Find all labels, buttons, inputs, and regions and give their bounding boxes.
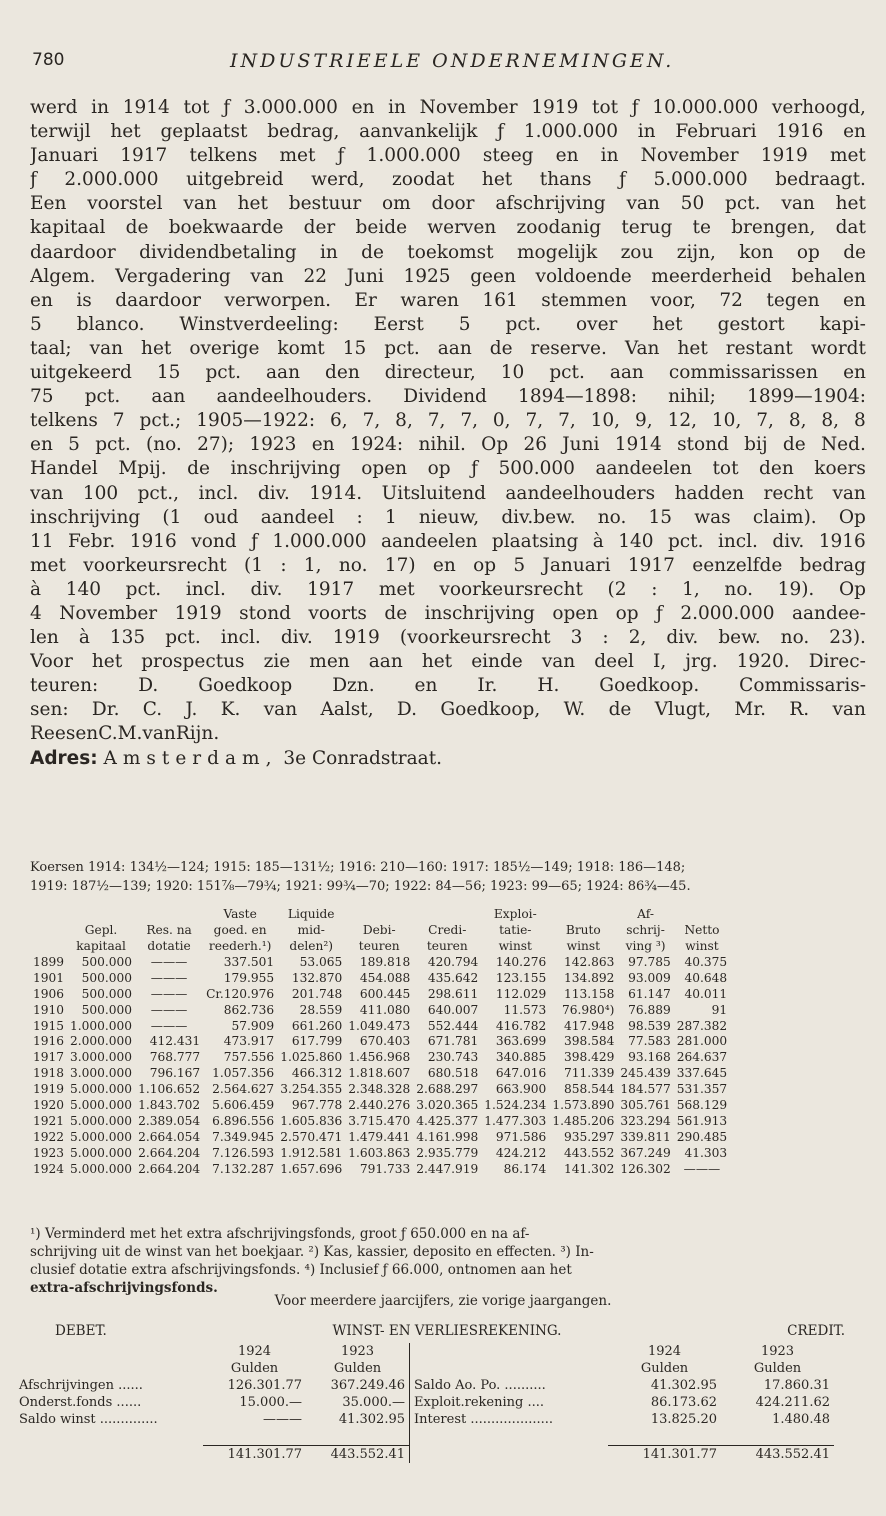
paragraph-line: 5 blanco. Winstverdeeling: Eerst 5 pct. over het gestort kapi- <box>30 313 866 335</box>
table-row <box>30 1081 730 1097</box>
table-cell: 1.524.234 <box>484 1097 547 1112</box>
table-cell: 561.913 <box>676 1113 728 1128</box>
table-cell: 5.000.000 <box>70 1161 133 1176</box>
wv-cell: 15.000.— <box>239 1395 302 1410</box>
winst-verlies-section <box>15 1323 865 1463</box>
table-cell: 140.276 <box>495 954 547 969</box>
table-cell: 340.885 <box>495 1050 547 1065</box>
wv-cell: 1.480.48 <box>772 1412 830 1427</box>
table-cell: 367.249 <box>620 1145 671 1160</box>
paragraph-line: 4 November 1919 stond voorts de inschrijving open op ƒ 2.000.000 aandee- <box>30 602 866 624</box>
table-cell: 600.445 <box>359 986 411 1001</box>
table-cell: 1918 <box>33 1066 65 1081</box>
table-cell: 862.736 <box>223 1002 275 1017</box>
table-header-row <box>30 906 730 922</box>
wv-cell: 86.173.62 <box>650 1395 717 1410</box>
paragraph-line: ƒ 2.000.000 uitgebreid werd, zoodat het thans ƒ 5.000.000 bedraagt. <box>30 169 866 191</box>
table-cell: 126.302 <box>620 1161 671 1176</box>
table-header-cell <box>135 906 203 922</box>
table-header-cell: teuren <box>426 939 468 953</box>
footnotes <box>30 1225 866 1297</box>
table-header-cell: Netto <box>684 923 720 937</box>
table-cell: 443.552 <box>563 1145 615 1160</box>
table-header-cell <box>345 906 413 922</box>
table-cell: 189.818 <box>359 954 411 969</box>
wv-row <box>15 1394 834 1411</box>
table-row <box>30 970 730 986</box>
table-row <box>30 1113 730 1129</box>
table-cell: 339.811 <box>620 1129 671 1144</box>
table-cell: 500.000 <box>81 970 133 985</box>
table-cell: 1.025.860 <box>280 1050 343 1065</box>
wv-cell: Saldo Ao. Po. .......... <box>410 1377 609 1394</box>
wv-cell: 424.211.62 <box>755 1395 830 1410</box>
paragraph-line: Handel Mpij. de inschrijving open op ƒ 500.000 aandeelen tot den koers <box>30 458 866 480</box>
paragraph-line: sen: Dr. C. J. K. van Aalst, D. Goedkoop, W. de Vlugt, Mr. R. van <box>30 699 866 721</box>
table-cell: 184.577 <box>620 1082 671 1097</box>
table-cell: 3.000.000 <box>70 1066 133 1081</box>
koersen-line: 1919: 187½—139; 1920: 151⅞—79¾; 1921: 99¾—70; 1922: 84—56; 1923: 99—65; 1924: 86¾—45. <box>30 879 691 894</box>
table-cell: 435.642 <box>427 970 479 985</box>
table-header-cell: Bruto <box>565 923 601 937</box>
page-header <box>30 50 856 80</box>
table-header-cell: Vaste <box>223 907 257 921</box>
paragraph-line: met voorkeursrecht (1 : 1, no. 17) en op 5 Januari 1917 eenzelfde bedrag <box>30 554 866 576</box>
table-cell: 1915 <box>33 1018 65 1033</box>
running-title: INDUSTRIEELE ONDERNEMINGEN. <box>230 50 675 72</box>
credit-label: CREDIT. <box>787 1323 845 1339</box>
table-cell: 1.477.303 <box>484 1113 547 1128</box>
wv-cell: ——— <box>263 1412 302 1427</box>
table-cell: 76.980⁴) <box>562 1002 615 1017</box>
wv-cell: 367.249.46 <box>330 1378 405 1393</box>
table-cell: ——— <box>150 986 188 1001</box>
table-header-cell: schrij- <box>626 923 665 937</box>
adres-street: 3e Conradstraat. <box>283 747 443 769</box>
table-cell: 41.303 <box>684 1145 728 1160</box>
table-cell: 77.583 <box>628 1034 671 1049</box>
table-cell: 1924 <box>33 1161 65 1176</box>
table-cell: 2.440.276 <box>348 1097 411 1112</box>
wv-cell: Onderst.fonds ...... <box>19 1395 142 1410</box>
table-cell: 398.429 <box>563 1050 615 1065</box>
table-header-cell: winst <box>498 939 532 953</box>
table-cell: 1901 <box>33 970 65 985</box>
table-cell: 420.794 <box>427 954 479 969</box>
table-row <box>30 1129 730 1145</box>
table-cell: 424.212 <box>495 1145 547 1160</box>
table-header-cell <box>30 922 67 938</box>
table-cell: 98.539 <box>628 1018 671 1033</box>
table-cell: 1.479.441 <box>348 1129 411 1144</box>
table-cell: 647.016 <box>495 1066 547 1081</box>
table-cell: 1.818.607 <box>348 1066 411 1081</box>
table-cell: 3.254.355 <box>280 1082 343 1097</box>
table-cell: 287.382 <box>676 1018 728 1033</box>
table-cell: 473.917 <box>223 1034 275 1049</box>
table-cell: 2.389.054 <box>138 1113 201 1128</box>
table-cell: 1917 <box>33 1050 65 1065</box>
table-cell: 1916 <box>33 1034 65 1049</box>
winst-verlies-table: 1924 1923 1924 1923 Gulden Gulden Gulden Gulden Afschrijvingen ...... 126.301.77 367.249.46 Saldo Ao. Po. .......... 41.302.95 17.860.31 Onderst.fonds ...... 15.000.— 35.000.— Exploit.rekening .... 86.173.62 424.211.62 Saldo winst .............. ——— 41.302.95 Interest .................... 13.825.20 1.480.48 141.301.77 443.552.41 141.301.77 443.552.41 <box>15 1343 834 1463</box>
table-cell: 6.896.556 <box>212 1113 275 1128</box>
table-cell: 935.297 <box>563 1129 615 1144</box>
table-row <box>30 1018 730 1034</box>
table-header-cell: reederh.¹) <box>208 939 272 953</box>
table-cell: 2.664.204 <box>138 1145 201 1160</box>
paragraph-line: daardoor dividendbetaling in de toekomst mogelijk zou zijn, kon op de <box>30 241 866 263</box>
table-cell: 531.357 <box>676 1082 728 1097</box>
table-cell: 3.715.470 <box>348 1113 411 1128</box>
wv-cell: 41.302.95 <box>650 1378 717 1393</box>
table-header-cell <box>30 906 67 922</box>
table-header-cell: Gepl. <box>84 923 118 937</box>
table-cell: 113.158 <box>563 986 615 1001</box>
wv-row <box>15 1377 834 1394</box>
table-cell: 5.000.000 <box>70 1145 133 1160</box>
koersen-block <box>30 858 870 896</box>
table-cell: 1921 <box>33 1113 65 1128</box>
table-cell: 7.132.287 <box>212 1161 275 1176</box>
table-row <box>30 1161 730 1177</box>
table-cell: ——— <box>150 970 188 985</box>
paragraph-line: 75 pct. aan aandeelhouders. Dividend 1894—1898: nihil; 1899—1904: <box>30 386 866 408</box>
table-cell: 363.699 <box>495 1034 547 1049</box>
table-row <box>30 1145 730 1161</box>
table-cell: 97.785 <box>628 954 671 969</box>
table-cell: 290.485 <box>676 1129 728 1144</box>
table-cell: 466.312 <box>291 1066 343 1081</box>
table-cell: 2.000.000 <box>70 1034 133 1049</box>
table-cell: 2.935.779 <box>416 1145 479 1160</box>
table-cell: 134.892 <box>563 970 615 985</box>
table-header-cell: Af- <box>637 907 654 921</box>
table-header-cell: goed. en <box>213 923 267 937</box>
table-cell: 680.518 <box>427 1066 479 1081</box>
table-cell: 3.020.365 <box>416 1097 479 1112</box>
wv-cell: 13.825.20 <box>650 1412 717 1427</box>
table-cell: 552.444 <box>427 1018 479 1033</box>
table-cell: 568.129 <box>676 1097 728 1112</box>
paragraph-line: inschrijving (1 oud aandeel : 1 nieuw, div.bew. no. 15 was claim). Op <box>30 506 866 528</box>
table-cell: 416.782 <box>495 1018 547 1033</box>
table-cell: 3.000.000 <box>70 1050 133 1065</box>
table-cell: 1.912.581 <box>280 1145 343 1160</box>
table-header-cell <box>674 906 730 922</box>
table-cell: 5.000.000 <box>70 1097 133 1112</box>
table-cell: 617.799 <box>291 1034 343 1049</box>
table-header-cell: dotatie <box>147 939 191 953</box>
table-cell: 711.339 <box>563 1066 615 1081</box>
table-cell: 7.349.945 <box>212 1129 275 1144</box>
debet-label: DEBET. <box>55 1323 107 1339</box>
table-cell: 500.000 <box>81 954 133 969</box>
wv-cell: Exploit.rekening .... <box>410 1394 609 1411</box>
table-cell: 4.161.998 <box>416 1129 479 1144</box>
table-cell: 11.573 <box>503 1002 547 1017</box>
table-cell: 76.889 <box>628 1002 671 1017</box>
wv-cell: Afschrijvingen ...... <box>19 1378 143 1393</box>
table-header-cell: Liquide <box>287 907 335 921</box>
table-cell: 5.000.000 <box>70 1129 133 1144</box>
table-cell: 2.688.297 <box>416 1082 479 1097</box>
table-cell: 4.425.377 <box>416 1113 479 1128</box>
table-cell: 1920 <box>33 1097 65 1112</box>
table-row <box>30 1002 730 1018</box>
table-cell: 298.611 <box>427 986 479 1001</box>
table-cell: 796.167 <box>149 1066 201 1081</box>
adres-line <box>30 747 866 771</box>
table-cell: 112.029 <box>495 986 547 1001</box>
table-cell: 1922 <box>33 1129 65 1144</box>
paragraph-line: telkens 7 pct.; 1905—1922: 6, 7, 8, 7, 7, 0, 7, 7, 10, 9, 12, 10, 7, 8, 8, 8 <box>30 410 866 432</box>
wv-title: WINST- EN VERLIESREKENING. <box>332 1323 562 1339</box>
table-cell: 1.843.702 <box>138 1097 201 1112</box>
table-header-cell: tatie- <box>499 923 532 937</box>
financial-table <box>30 906 730 1176</box>
table-cell: 1.603.863 <box>348 1145 411 1160</box>
table-cell: 670.403 <box>359 1034 411 1049</box>
table-cell: 123.155 <box>495 970 547 985</box>
footnote-line: schrijving uit de winst van het boekjaar. ²) Kas, kassier, deposito en effecten. ³) In- <box>30 1244 594 1260</box>
table-cell: 768.777 <box>149 1050 201 1065</box>
table-cell: ——— <box>150 954 188 969</box>
table-cell: Cr.120.976 <box>206 986 275 1001</box>
wv-cell: 126.301.77 <box>227 1378 302 1393</box>
table-cell: 2.348.328 <box>348 1082 411 1097</box>
table-cell: ——— <box>683 1161 721 1176</box>
table-cell: 91 <box>711 1002 728 1017</box>
table-cell: 40.648 <box>684 970 728 985</box>
paragraph-line: taal; van het overige komt 15 pct. aan de reserve. Van het restant wordt <box>30 337 866 359</box>
table-cell: 264.637 <box>676 1050 728 1065</box>
paragraph-line: Algem. Vergadering van 22 Juni 1925 geen voldoende meerderheid behalen <box>30 265 866 287</box>
table-row <box>30 1049 730 1065</box>
table-header-cell: Debi- <box>362 923 396 937</box>
table-cell: 500.000 <box>81 986 133 1001</box>
table-cell: 40.011 <box>684 986 728 1001</box>
table-cell: 1.057.356 <box>212 1066 275 1081</box>
table-cell: 93.009 <box>628 970 671 985</box>
table-header-cell <box>549 906 617 922</box>
table-cell: 967.778 <box>291 1097 343 1112</box>
koersen-line: Koersen 1914: 134½—124; 1915: 185—131½; 1916: 210—160: 1917: 185½—149; 1918: 186—148; <box>30 860 686 875</box>
paragraph-line: Een voorstel van het bestuur om door afschrijving van 50 pct. van het <box>30 193 866 215</box>
table-cell: 398.584 <box>563 1034 615 1049</box>
table-cell: 858.544 <box>563 1082 615 1097</box>
table-header-cell: Credi- <box>428 923 467 937</box>
table-cell: 5.000.000 <box>70 1082 133 1097</box>
table-cell: 791.733 <box>359 1161 411 1176</box>
table-header-cell: kapitaal <box>76 939 126 953</box>
paragraph-line: terwijl het geplaatst bedrag, aanvankelijk ƒ 1.000.000 in Februari 1916 en <box>30 121 866 143</box>
table-cell: 663.900 <box>495 1082 547 1097</box>
paragraph-line: kapitaal de boekwaarde der beide werven zoodanig terug te brengen, dat <box>30 217 866 239</box>
table-cell: 305.761 <box>620 1097 671 1112</box>
wv-cell: Interest .................... <box>410 1411 609 1428</box>
table-header-cell: winst <box>685 939 719 953</box>
table-cell: 1.106.652 <box>138 1082 201 1097</box>
table-header-cell <box>30 938 67 954</box>
table-cell: 2.570.471 <box>280 1129 343 1144</box>
table-header-cell: mid- <box>297 923 325 937</box>
table-cell: 141.302 <box>563 1161 615 1176</box>
table-cell: 323.294 <box>620 1113 671 1128</box>
paragraph-line: Rees en C. M. van Rijn. <box>30 723 220 745</box>
adres-city: Amsterdam, <box>103 747 278 769</box>
main-paragraph <box>30 96 866 771</box>
table-row <box>30 1065 730 1081</box>
table-cell: 671.781 <box>427 1034 479 1049</box>
table-header-cell <box>67 906 135 922</box>
table-cell: 245.439 <box>620 1066 671 1081</box>
table-cell: 132.870 <box>291 970 343 985</box>
table-cell: 40.375 <box>684 954 728 969</box>
table-cell: 1.573.890 <box>552 1097 615 1112</box>
table-cell: 7.126.593 <box>212 1145 275 1160</box>
table-cell: 500.000 <box>81 1002 133 1017</box>
table-cell: 1.605.836 <box>280 1113 343 1128</box>
table-cell: 1.000.000 <box>70 1018 133 1033</box>
footnote-line: clusief dotatie extra afschrijvingsfonds. ⁴) Inclusief ƒ 66.000, ontnomen aan het <box>30 1262 572 1278</box>
table-cell: 61.147 <box>628 986 671 1001</box>
table-cell: 53.065 <box>299 954 343 969</box>
table-row <box>30 1033 730 1049</box>
table-row <box>30 1097 730 1113</box>
footnote-line: ¹) Verminderd met het extra afschrijvingsfonds, groot ƒ 650.000 en na af- <box>30 1226 530 1242</box>
wv-cell: 17.860.31 <box>763 1378 830 1393</box>
paragraph-line: uitgekeerd 15 pct. aan den directeur, 10 pct. aan commissarissen en <box>30 362 866 384</box>
table-cell: 201.748 <box>291 986 343 1001</box>
table-cell: 281.000 <box>676 1034 728 1049</box>
wv-cell: 41.302.95 <box>338 1412 405 1427</box>
table-header-cell: Res. na <box>146 923 192 937</box>
table-cell: 2.664.054 <box>138 1129 201 1144</box>
table-cell: 5.606.459 <box>212 1097 275 1112</box>
table-cell: 142.863 <box>563 954 615 969</box>
table-cell: 1.485.206 <box>552 1113 615 1128</box>
table-header-cell: winst <box>566 939 600 953</box>
table-cell: 1910 <box>33 1002 65 1017</box>
paragraph-line: len à 135 pct. incl. div. 1919 (voorkeursrecht 3 : 2, div. bew. no. 23). <box>30 627 866 649</box>
wv-cell: Saldo winst .............. <box>19 1412 158 1427</box>
table-cell: 640.007 <box>427 1002 479 1017</box>
table-cell: 93.168 <box>628 1050 671 1065</box>
table-header-row <box>30 922 730 938</box>
table-cell: 661.260 <box>291 1018 343 1033</box>
table-cell: 1919 <box>33 1082 65 1097</box>
table-cell: 411.080 <box>359 1002 411 1017</box>
table-cell: 1.049.473 <box>348 1018 411 1033</box>
paragraph-line: teuren: D. Goedkoop Dzn. en Ir. H. Goedkoop. Commissaris- <box>30 675 866 697</box>
table-cell: 2.564.627 <box>212 1082 275 1097</box>
table-cell: ——— <box>150 1002 188 1017</box>
page-number: 780 <box>32 50 65 70</box>
adres-label: Adres: <box>30 747 98 769</box>
table-cell: 757.556 <box>223 1050 275 1065</box>
table-cell: 971.586 <box>495 1129 547 1144</box>
paragraph-line: werd in 1914 tot ƒ 3.000.000 en in November 1919 tot ƒ 10.000.000 verhoogd, <box>30 97 866 118</box>
table-cell: 2.447.919 <box>416 1161 479 1176</box>
table-header-row <box>30 938 730 954</box>
table-cell: ——— <box>150 1018 188 1033</box>
footnote-line: extra-afschrijvingsfonds. <box>30 1280 218 1296</box>
table-row <box>30 954 730 970</box>
table-cell: 57.909 <box>231 1018 275 1033</box>
table-cell: 28.559 <box>299 1002 343 1017</box>
wv-cell: 35.000.— <box>342 1395 405 1410</box>
table-cell: 454.088 <box>359 970 411 985</box>
table-cell: 412.431 <box>149 1034 201 1049</box>
paragraph-line: à 140 pct. incl. div. 1917 met voorkeursrecht (2 : 1, no. 19). Op <box>30 578 866 600</box>
paragraph-line: van 100 pct., incl. div. 1914. Uitsluitend aandeelhouders hadden recht van <box>30 482 866 504</box>
table-header-cell <box>413 906 481 922</box>
table-cell: 337.645 <box>676 1066 728 1081</box>
paragraph-line: 11 Febr. 1916 vond ƒ 1.000.000 aandeelen plaatsing à 140 pct. incl. div. 1916 <box>30 530 866 552</box>
table-cell: 2.664.204 <box>138 1161 201 1176</box>
table-cell: 1906 <box>33 986 65 1001</box>
table-cell: 1.456.968 <box>348 1050 411 1065</box>
table-cell: 179.955 <box>223 970 275 985</box>
table-cell: 230.743 <box>427 1050 479 1065</box>
table-header-cell: delen²) <box>289 939 334 953</box>
paragraph-line: Voor het prospectus zie men aan het einde van deel I, jrg. 1920. Direc- <box>30 651 866 673</box>
paragraph-line: en 5 pct. (no. 27); 1923 en 1924: nihil. Op 26 Juni 1914 stond bij de Ned. <box>30 434 866 456</box>
table-header-cell: teuren <box>358 939 400 953</box>
wv-row <box>15 1411 834 1428</box>
paragraph-line: Januari 1917 telkens met ƒ 1.000.000 steeg en in November 1919 met <box>30 145 866 167</box>
table-cell: 1.657.696 <box>280 1161 343 1176</box>
paragraph-line: en is daardoor verworpen. Er waren 161 stemmen voor, 72 tegen en <box>30 289 866 311</box>
table-cell: 86.174 <box>503 1161 547 1176</box>
table-cell: 1923 <box>33 1145 65 1160</box>
table-row <box>30 986 730 1002</box>
meer-jaarcijfers: Voor meerdere jaarcijfers, zie vorige jaargangen. <box>274 1293 612 1309</box>
table-cell: 1899 <box>33 954 65 969</box>
table-cell: 5.000.000 <box>70 1113 133 1128</box>
table-header-cell: ving ³) <box>625 939 666 953</box>
table-header-cell: Exploi- <box>493 907 537 921</box>
table-cell: 417.948 <box>563 1018 615 1033</box>
table-cell: 337.501 <box>223 954 275 969</box>
